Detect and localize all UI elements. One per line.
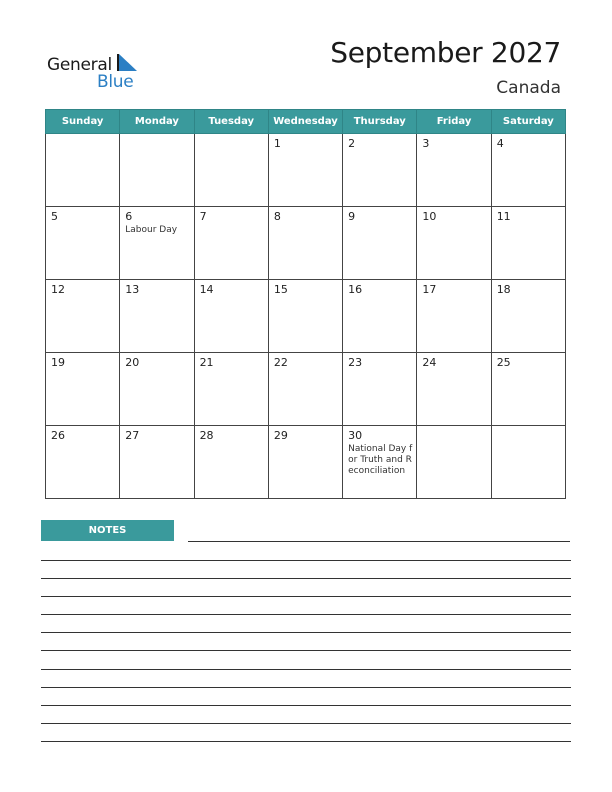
day-number: 11 bbox=[496, 210, 511, 223]
day-number: 30 bbox=[348, 429, 363, 442]
day-number: 15 bbox=[273, 283, 288, 296]
day-number: 29 bbox=[273, 429, 288, 442]
weekday-header-row bbox=[46, 110, 566, 134]
calendar-day-cell bbox=[268, 426, 342, 499]
day-number: 19 bbox=[51, 356, 65, 369]
calendar-day-cell bbox=[417, 134, 491, 207]
calendar-week-row bbox=[46, 280, 566, 353]
country-label: Canada bbox=[496, 78, 561, 98]
day-number: 6 bbox=[125, 210, 133, 223]
calendar-day-cell bbox=[120, 207, 194, 280]
calendar-day-cell bbox=[46, 353, 120, 426]
calendar-day-cell bbox=[268, 134, 342, 207]
calendar-day-cell bbox=[120, 280, 194, 353]
calendar-week-row bbox=[46, 426, 566, 499]
day-number: 16 bbox=[348, 283, 363, 296]
day-number: 3 bbox=[422, 137, 430, 150]
general-blue-logo bbox=[47, 52, 157, 92]
calendar-day-cell bbox=[417, 426, 491, 499]
day-number: 23 bbox=[348, 356, 363, 369]
calendar-day-cell bbox=[46, 280, 120, 353]
weekday-header: Wednesday bbox=[268, 110, 342, 134]
day-number: 9 bbox=[348, 210, 356, 223]
day-number: 4 bbox=[496, 137, 504, 150]
day-number: 25 bbox=[496, 356, 511, 369]
calendar-day-cell bbox=[194, 353, 268, 426]
calendar-week-row bbox=[46, 207, 566, 280]
logo-triangle-icon bbox=[109, 54, 139, 74]
notes-line bbox=[41, 578, 571, 579]
day-number: 27 bbox=[125, 429, 140, 442]
notes-line bbox=[41, 560, 571, 561]
weekday-header: Sunday bbox=[46, 110, 120, 134]
day-number: 1 bbox=[273, 137, 281, 150]
calendar-day-cell bbox=[343, 426, 417, 499]
calendar-week-row bbox=[46, 134, 566, 207]
calendar-day-cell bbox=[343, 207, 417, 280]
weekday-header: Monday bbox=[120, 110, 194, 134]
notes-line bbox=[41, 596, 571, 597]
calendar-day-cell bbox=[268, 207, 342, 280]
notes-label: NOTES bbox=[41, 520, 174, 541]
day-number: 2 bbox=[348, 137, 356, 150]
notes-line bbox=[41, 687, 571, 688]
day-number: 10 bbox=[422, 210, 437, 223]
notes-line bbox=[41, 669, 571, 670]
calendar-day-cell bbox=[268, 280, 342, 353]
notes-line bbox=[41, 650, 571, 651]
day-number: 20 bbox=[125, 356, 140, 369]
calendar-day-cell bbox=[491, 280, 565, 353]
calendar-day-cell bbox=[120, 426, 194, 499]
calendar-day-cell bbox=[46, 207, 120, 280]
notes-line bbox=[41, 741, 571, 742]
calendar-day-cell bbox=[491, 207, 565, 280]
calendar-day-cell bbox=[417, 280, 491, 353]
day-number: 5 bbox=[51, 210, 58, 223]
weekday-header: Thursday bbox=[343, 110, 417, 134]
day-number: 13 bbox=[125, 283, 140, 296]
holiday-label: National Day for Truth and Reconciliation bbox=[348, 444, 413, 476]
calendar-day-cell bbox=[343, 280, 417, 353]
calendar-grid bbox=[45, 109, 566, 499]
calendar-day-cell bbox=[491, 134, 565, 207]
calendar-day-cell bbox=[194, 426, 268, 499]
notes-line bbox=[41, 705, 571, 706]
logo-text-blue: Blue bbox=[97, 72, 134, 92]
calendar-day-cell bbox=[491, 426, 565, 499]
calendar-day-cell bbox=[120, 134, 194, 207]
calendar-day-cell bbox=[268, 353, 342, 426]
calendar-day-cell bbox=[46, 134, 120, 207]
calendar-day-cell bbox=[46, 426, 120, 499]
calendar-day-cell bbox=[343, 353, 417, 426]
calendar-day-cell bbox=[120, 353, 194, 426]
day-number: 12 bbox=[51, 283, 65, 296]
day-number: 14 bbox=[199, 283, 214, 296]
notes-line bbox=[41, 632, 571, 633]
day-number: 17 bbox=[422, 283, 437, 296]
day-number: 24 bbox=[422, 356, 437, 369]
weekday-header: Friday bbox=[417, 110, 491, 134]
calendar-day-cell bbox=[343, 134, 417, 207]
day-number: 7 bbox=[199, 210, 207, 223]
holiday-label: Labour Day bbox=[125, 225, 178, 235]
day-number: 22 bbox=[273, 356, 288, 369]
calendar-day-cell bbox=[194, 207, 268, 280]
notes-line bbox=[41, 723, 571, 724]
calendar-day-cell bbox=[194, 280, 268, 353]
notes-line bbox=[41, 614, 571, 615]
day-number: 8 bbox=[273, 210, 281, 223]
calendar-day-cell bbox=[417, 353, 491, 426]
day-number: 21 bbox=[199, 356, 214, 369]
calendar-day-cell bbox=[491, 353, 565, 426]
weekday-header: Saturday bbox=[491, 110, 565, 134]
notes-line bbox=[188, 541, 570, 542]
calendar-week-row bbox=[46, 353, 566, 426]
day-number: 18 bbox=[496, 283, 511, 296]
calendar-day-cell bbox=[194, 134, 268, 207]
day-number: 28 bbox=[199, 429, 214, 442]
page-title: September 2027 bbox=[330, 36, 561, 69]
weekday-header: Tuesday bbox=[194, 110, 268, 134]
calendar-day-cell bbox=[417, 207, 491, 280]
day-number: 26 bbox=[51, 429, 65, 442]
logo-text-general: General bbox=[47, 55, 112, 75]
